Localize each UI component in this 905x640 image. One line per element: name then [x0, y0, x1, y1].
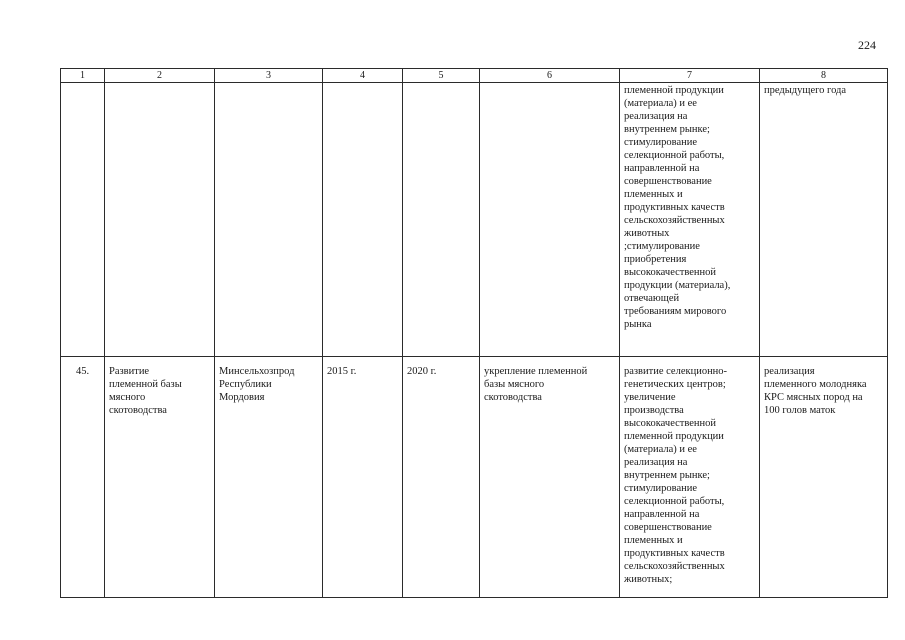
text-line: совершенствование — [624, 522, 712, 533]
empty-cell — [403, 83, 480, 357]
text-line: (материала) и ее — [624, 98, 697, 109]
program-table — [60, 68, 888, 598]
column-number: 2 — [105, 69, 215, 83]
text-line: скотоводства — [484, 392, 542, 403]
text-line: (материала) и ее — [624, 444, 697, 455]
text-line: увеличение — [624, 392, 676, 403]
text-line: сельскохозяйственных — [624, 215, 725, 226]
goal-cell — [480, 357, 620, 598]
text-line: скотоводства — [109, 405, 167, 416]
text-line: внутреннем рынке; — [624, 470, 710, 481]
text-line: высококачественной — [624, 418, 717, 429]
text-line: развитие селекционно- — [624, 366, 728, 377]
text-line: направленной на — [624, 509, 700, 520]
column-number-row — [61, 69, 888, 83]
text-line: ;стимулирование — [624, 241, 700, 252]
text-line: Мордовия — [219, 392, 265, 403]
indicator-cell — [760, 83, 888, 357]
text-line: стимулирование — [624, 137, 698, 148]
measure-name-cell — [105, 357, 215, 598]
column-number: 7 — [620, 69, 760, 83]
text-line: реализация — [764, 366, 815, 377]
text-line: животных; — [624, 574, 673, 585]
text-line: 100 голов маток — [764, 405, 836, 416]
text-line: продуктивных качеств — [624, 548, 725, 559]
text-line: Развитие — [109, 366, 150, 377]
expected-results-cell — [620, 83, 760, 357]
text-line: животных — [624, 228, 670, 239]
column-number: 8 — [760, 69, 888, 83]
text-line: племенных и — [624, 189, 683, 200]
text-line: направленной на — [624, 163, 700, 174]
text-line: высококачественной — [624, 267, 717, 278]
text-line: селекционной работы, — [624, 496, 725, 507]
text-line: племенного молодняка — [764, 379, 867, 390]
empty-cell — [323, 83, 403, 357]
text-line: производства — [624, 405, 684, 416]
row-number: 45. — [61, 357, 105, 598]
column-number: 6 — [480, 69, 620, 83]
start-year-cell: 2015 г. — [323, 357, 403, 598]
text-line: Минсельхозпрод — [219, 366, 295, 377]
page-number: 224 — [858, 38, 876, 52]
end-year-cell: 2020 г. — [403, 357, 480, 598]
text-line: базы мясного — [484, 379, 545, 390]
column-number: 1 — [61, 69, 105, 83]
text-line: мясного — [109, 392, 146, 403]
empty-cell — [105, 83, 215, 357]
empty-cell — [61, 83, 105, 357]
text-line: внутреннем рынке; — [624, 124, 710, 135]
text-line: племенной продукции — [624, 431, 724, 442]
table-row — [61, 357, 888, 598]
indicator-cell — [760, 357, 888, 598]
text-line: Республики — [219, 379, 272, 390]
column-number: 4 — [323, 69, 403, 83]
text-line: требованиям мирового — [624, 306, 727, 317]
empty-cell — [215, 83, 323, 357]
column-number: 5 — [403, 69, 480, 83]
text-line: племенной продукции — [624, 85, 724, 96]
text-line: реализация на — [624, 111, 688, 122]
text-line: рынка — [624, 319, 652, 330]
empty-cell — [480, 83, 620, 357]
text-line: реализация на — [624, 457, 688, 468]
text-line: укрепление племенной — [484, 366, 588, 377]
continued-row — [61, 83, 888, 357]
column-number: 3 — [215, 69, 323, 83]
text-line: приобретения — [624, 254, 687, 265]
text-line: отвечающей — [624, 293, 680, 304]
executor-cell — [215, 357, 323, 598]
text-line: продуктивных качеств — [624, 202, 725, 213]
text-line: генетических центров; — [624, 379, 726, 390]
text-line: селекционной работы, — [624, 150, 725, 161]
text-line: племенных и — [624, 535, 683, 546]
text-line: продукции (материала), — [624, 280, 731, 291]
text-line: сельскохозяйственных — [624, 561, 725, 572]
expected-results-cell — [620, 357, 760, 598]
text-line: КРС мясных пород на — [764, 392, 863, 403]
text-line: совершенствование — [624, 176, 712, 187]
text-line: предыдущего года — [764, 85, 847, 96]
text-line: стимулирование — [624, 483, 698, 494]
text-line: племенной базы — [109, 379, 182, 390]
